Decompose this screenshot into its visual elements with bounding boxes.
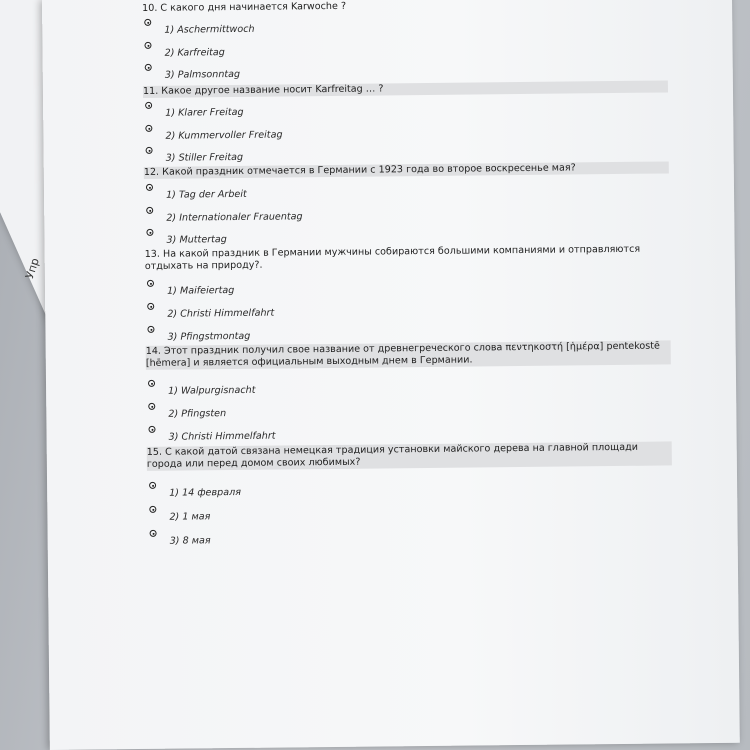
option-label: 2) Internationaler Frauentag — [166, 211, 303, 224]
radio-button-icon[interactable] — [146, 184, 153, 191]
question-15: 15. С какой датой связана немецкая традиция установки майского дерева на главной площади города или перед домом своих любимых? — [147, 441, 672, 470]
radio-button-icon[interactable] — [145, 125, 152, 132]
radio-button-icon[interactable] — [147, 326, 154, 333]
radio-button-icon[interactable] — [146, 229, 153, 236]
option-label: 3) Christi Himmelfahrt — [168, 430, 276, 443]
radio-button-icon[interactable] — [146, 207, 153, 214]
radio-button-icon[interactable] — [148, 380, 155, 387]
option-label: 3) 8 мая — [169, 535, 211, 547]
option-label: 2) Pfingsten — [168, 408, 227, 420]
radio-button-icon[interactable] — [149, 482, 156, 489]
option-label: 1) Walpurgisnacht — [168, 384, 256, 397]
option-label: 1) Tag der Arbeit — [165, 188, 247, 201]
radio-button-icon[interactable] — [148, 403, 155, 410]
radio-button-icon[interactable] — [150, 530, 157, 537]
option-label: 2) Kummervoller Freitag — [165, 129, 283, 142]
option-label: 2) 1 мая — [169, 511, 211, 523]
question-14: 14. Этот праздник получил свое название от древнегреческого слова πεντηκοστή [ἡμέρα] pentekostē [hēmera] и является официальным выходным днем в Германии. — [146, 340, 671, 369]
radio-button-icon[interactable] — [147, 280, 154, 287]
question-10: 10. С какого дня начинается Karwoche ? — [142, 0, 347, 14]
option-label: 1) 14 февраля — [169, 486, 242, 499]
option-label: 1) Maifeiertag — [166, 285, 235, 297]
radio-button-icon[interactable] — [148, 426, 155, 433]
option-label: 2) Karfreitag — [164, 47, 225, 59]
option-label: 2) Christi Himmelfahrt — [167, 307, 275, 320]
radio-button-icon[interactable] — [145, 102, 152, 109]
question-11: 11. Какое другое название носит Karfreitag … ? — [143, 80, 668, 97]
question-12: 12. Какой праздник отмечается в Германии с 1923 года во второе воскресенье мая? — [144, 161, 669, 178]
option-label: 3) Pfingstmontag — [167, 330, 251, 343]
option-label: 3) Palmsonntag — [164, 68, 241, 81]
underlying-sheet-text: Упр — [23, 256, 42, 281]
radio-button-icon[interactable] — [147, 303, 154, 310]
question-13: 13. На какой праздник в Германии мужчины собираются большими компаниями и отправляются отдыхать на природу?. — [144, 243, 641, 272]
option-label: 1) Aschermittwoch — [164, 23, 255, 36]
option-label: 3) Muttertag — [166, 234, 227, 246]
radio-button-icon[interactable] — [149, 506, 156, 513]
radio-button-icon[interactable] — [144, 19, 151, 26]
quiz-sheet — [42, 0, 740, 750]
radio-button-icon[interactable] — [144, 42, 151, 49]
option-label: 1) Klarer Freitag — [165, 106, 244, 119]
radio-button-icon[interactable] — [145, 64, 152, 71]
option-label: 3) Stiller Freitag — [165, 151, 244, 164]
radio-button-icon[interactable] — [146, 147, 153, 154]
